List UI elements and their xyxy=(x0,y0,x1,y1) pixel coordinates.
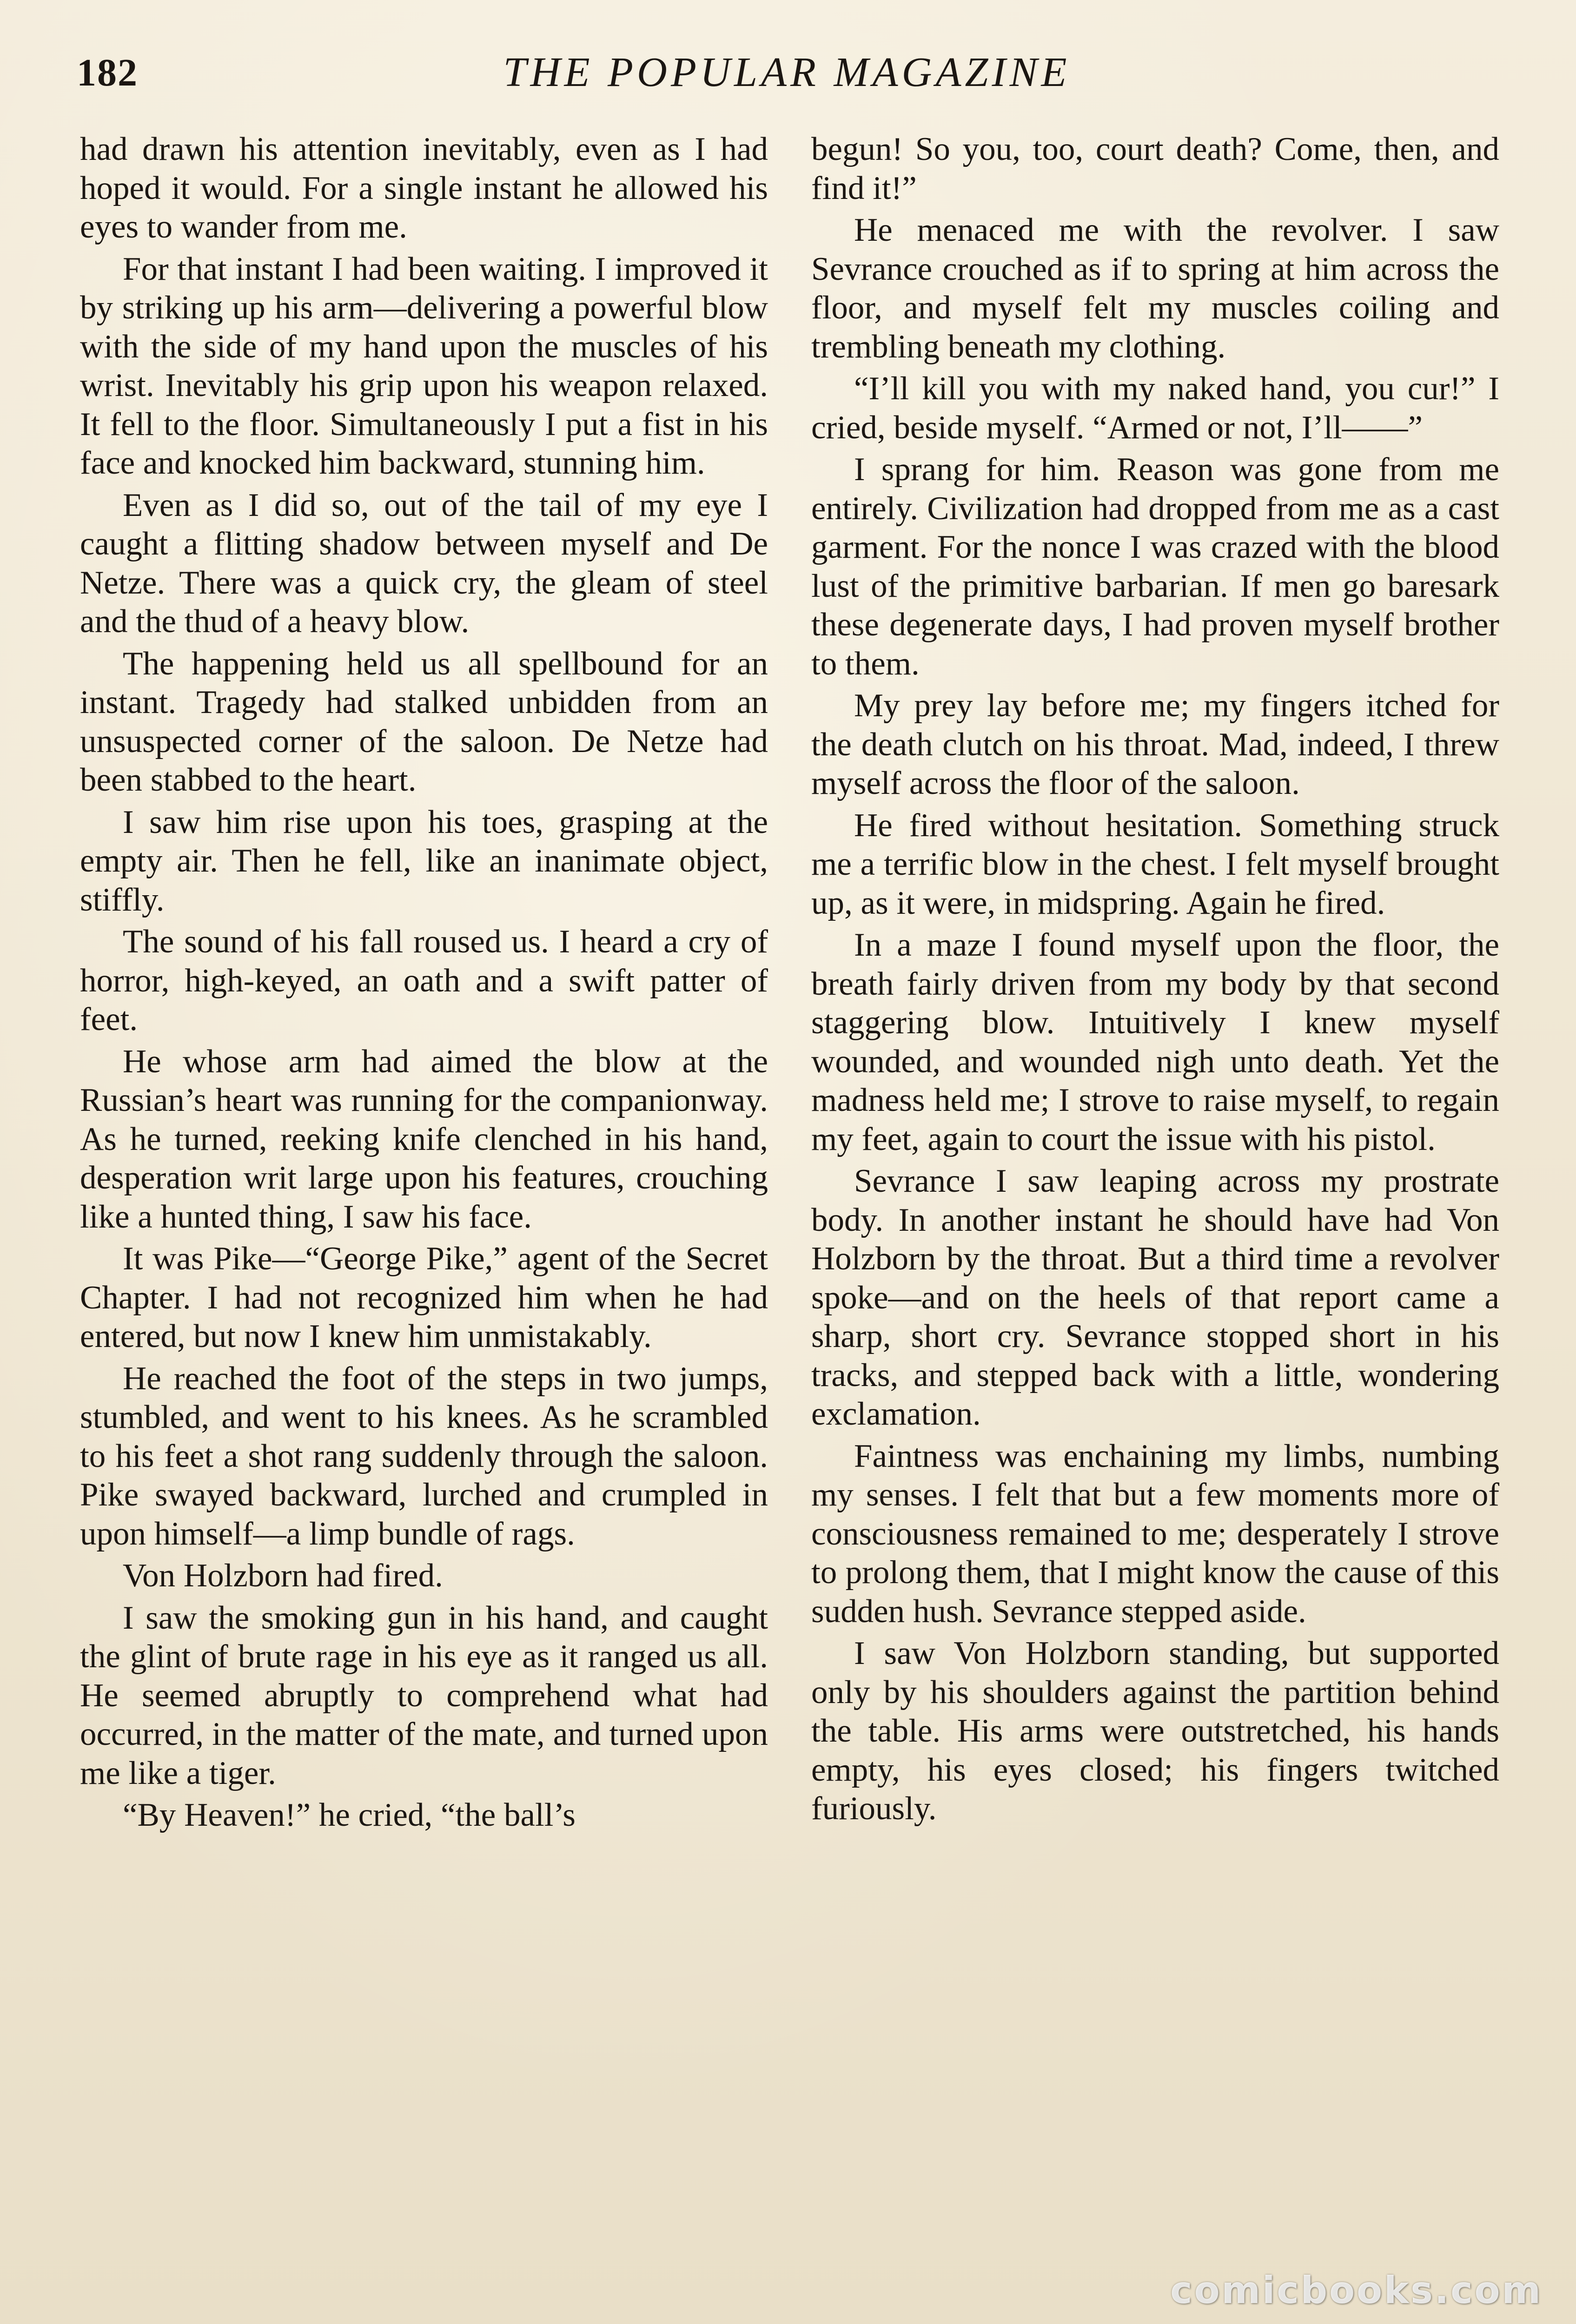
paragraph: He reached the foot of the steps in two jumps, stumbled, and went to his knees. As he scrambled to his feet a shot rang suddenly through the saloon. Pike swayed backward, lurched and crumpled in upon himself—a limp bundle of rags. xyxy=(80,1360,768,1552)
paragraph: My prey lay before me; my fingers itched for the death clutch on his throat. Mad, indeed, I threw myself across the floor of the saloon. xyxy=(811,687,1499,801)
left-column xyxy=(80,130,768,1838)
paragraph: I saw Von Holzborn standing, but supported only by his shoulders against the partition behind the table. His arms were outstretched, his hands empty, his eyes closed; his fingers twitched furiously. xyxy=(811,1635,1499,1827)
paragraph: I saw the smoking gun in his hand, and caught the glint of brute rage in his eye as it ranged us all. He seemed abruptly to comprehend what had occurred, in the matter of the mate, and turned upon me like a tiger. xyxy=(80,1599,768,1791)
paragraph: I sprang for him. Reason was gone from me entirely. Civilization had dropped from me as a cast garment. For the nonce I was crazed with the blood lust of the primitive barbarian. If men go baresark these degenerate days, I had proven myself brother to them. xyxy=(811,451,1499,682)
paragraph: The sound of his fall roused us. I heard a cry of horror, high-keyed, an oath and a swift patter of feet. xyxy=(80,924,768,1037)
paragraph: “By Heaven!” he cried, “the ball’s xyxy=(123,1797,576,1833)
paragraph: I saw him rise upon his toes, grasping at the empty air. Then he fell, like an inanimate object, stiffly. xyxy=(80,804,768,918)
paragraph: He whose arm had aimed the blow at the Russian’s heart was running for the companionway. As he turned, reeking knife clenched in his hand, desperation writ large upon his features, crouching like a hunted thing, I saw his face. xyxy=(80,1043,768,1235)
page-number: 182 xyxy=(77,51,138,94)
paragraph: had drawn his attention inevitably, even as I had hoped it would. For a single instant he allowed his eyes to wander from me. xyxy=(80,131,768,245)
paragraph: Faintness was enchaining my limbs, numbing my senses. I felt that but a few moments more of consciousness remained to me; desperately I strove to prolong them, that I might know the cause of this sudden hush. Sevrance stepped aside. xyxy=(811,1438,1499,1630)
paragraph: In a maze I found myself upon the floor, the breath fairly driven from my body by that second staggering blow. Intuitively I knew myself wounded, and wounded nigh unto death. Yet the madness held me; I strove to raise myself, to regain my feet, again to court the issue with his pistol. xyxy=(811,927,1499,1157)
paragraph: Even as I did so, out of the tail of my eye I caught a flitting shadow between myself and De Netze. There was a quick cry, the gleam of steel and the thud of a heavy blow. xyxy=(80,487,768,640)
running-title: THE POPULAR MAGAZINE xyxy=(503,49,1071,95)
paragraph: He fired without hesitation. Something struck me a terrific blow in the chest. I felt myself brought up, as it were, in midspring. Again he fired. xyxy=(811,807,1499,921)
paragraph: For that instant I had been waiting. I improved it by striking up his arm—delivering a powerful blow with the side of my hand upon the muscles of his wrist. Inevitably his grip upon his weapon relaxed. It fell to the floor. Simultaneously I put a fist in his face and knocked him backward, stunning him. xyxy=(80,251,768,481)
paragraph: It was Pike—“George Pike,” agent of the Secret Chapter. I had not recognized him when he had entered, but now I knew him unmistakably. xyxy=(80,1241,768,1354)
paragraph: Von Holzborn had fired. xyxy=(123,1558,443,1594)
paragraph: Sevrance I saw leaping across my prostrate body. In another instant he should have had Von Holzborn by the throat. But a third time a revolver spoke—and on the heels of that report came a sharp, short cry. Sevrance stopped short in his tracks, and stepped back with a little, wondering exclamation. xyxy=(811,1163,1499,1432)
right-column xyxy=(811,130,1499,1832)
paragraph: The happening held us all spellbound for an instant. Tragedy had stalked unbidden from an unsuspected corner of the saloon. De Netze had been stabbed to the heart. xyxy=(80,645,768,798)
paragraph: He menaced me with the revolver. I saw Sevrance crouched as if to spring at him across the floor, and myself felt my muscles coiling and trembling beneath my clothing. xyxy=(811,212,1499,365)
paragraph: “I’ll kill you with my naked hand, you cur!” I cried, beside myself. “Armed or not, I’ll——” xyxy=(811,370,1499,446)
page-header xyxy=(77,42,1497,107)
paragraph: begun! So you, too, court death? Come, then, and find it!” xyxy=(811,131,1499,206)
site-watermark: comicbooks.com xyxy=(1170,2269,1543,2312)
